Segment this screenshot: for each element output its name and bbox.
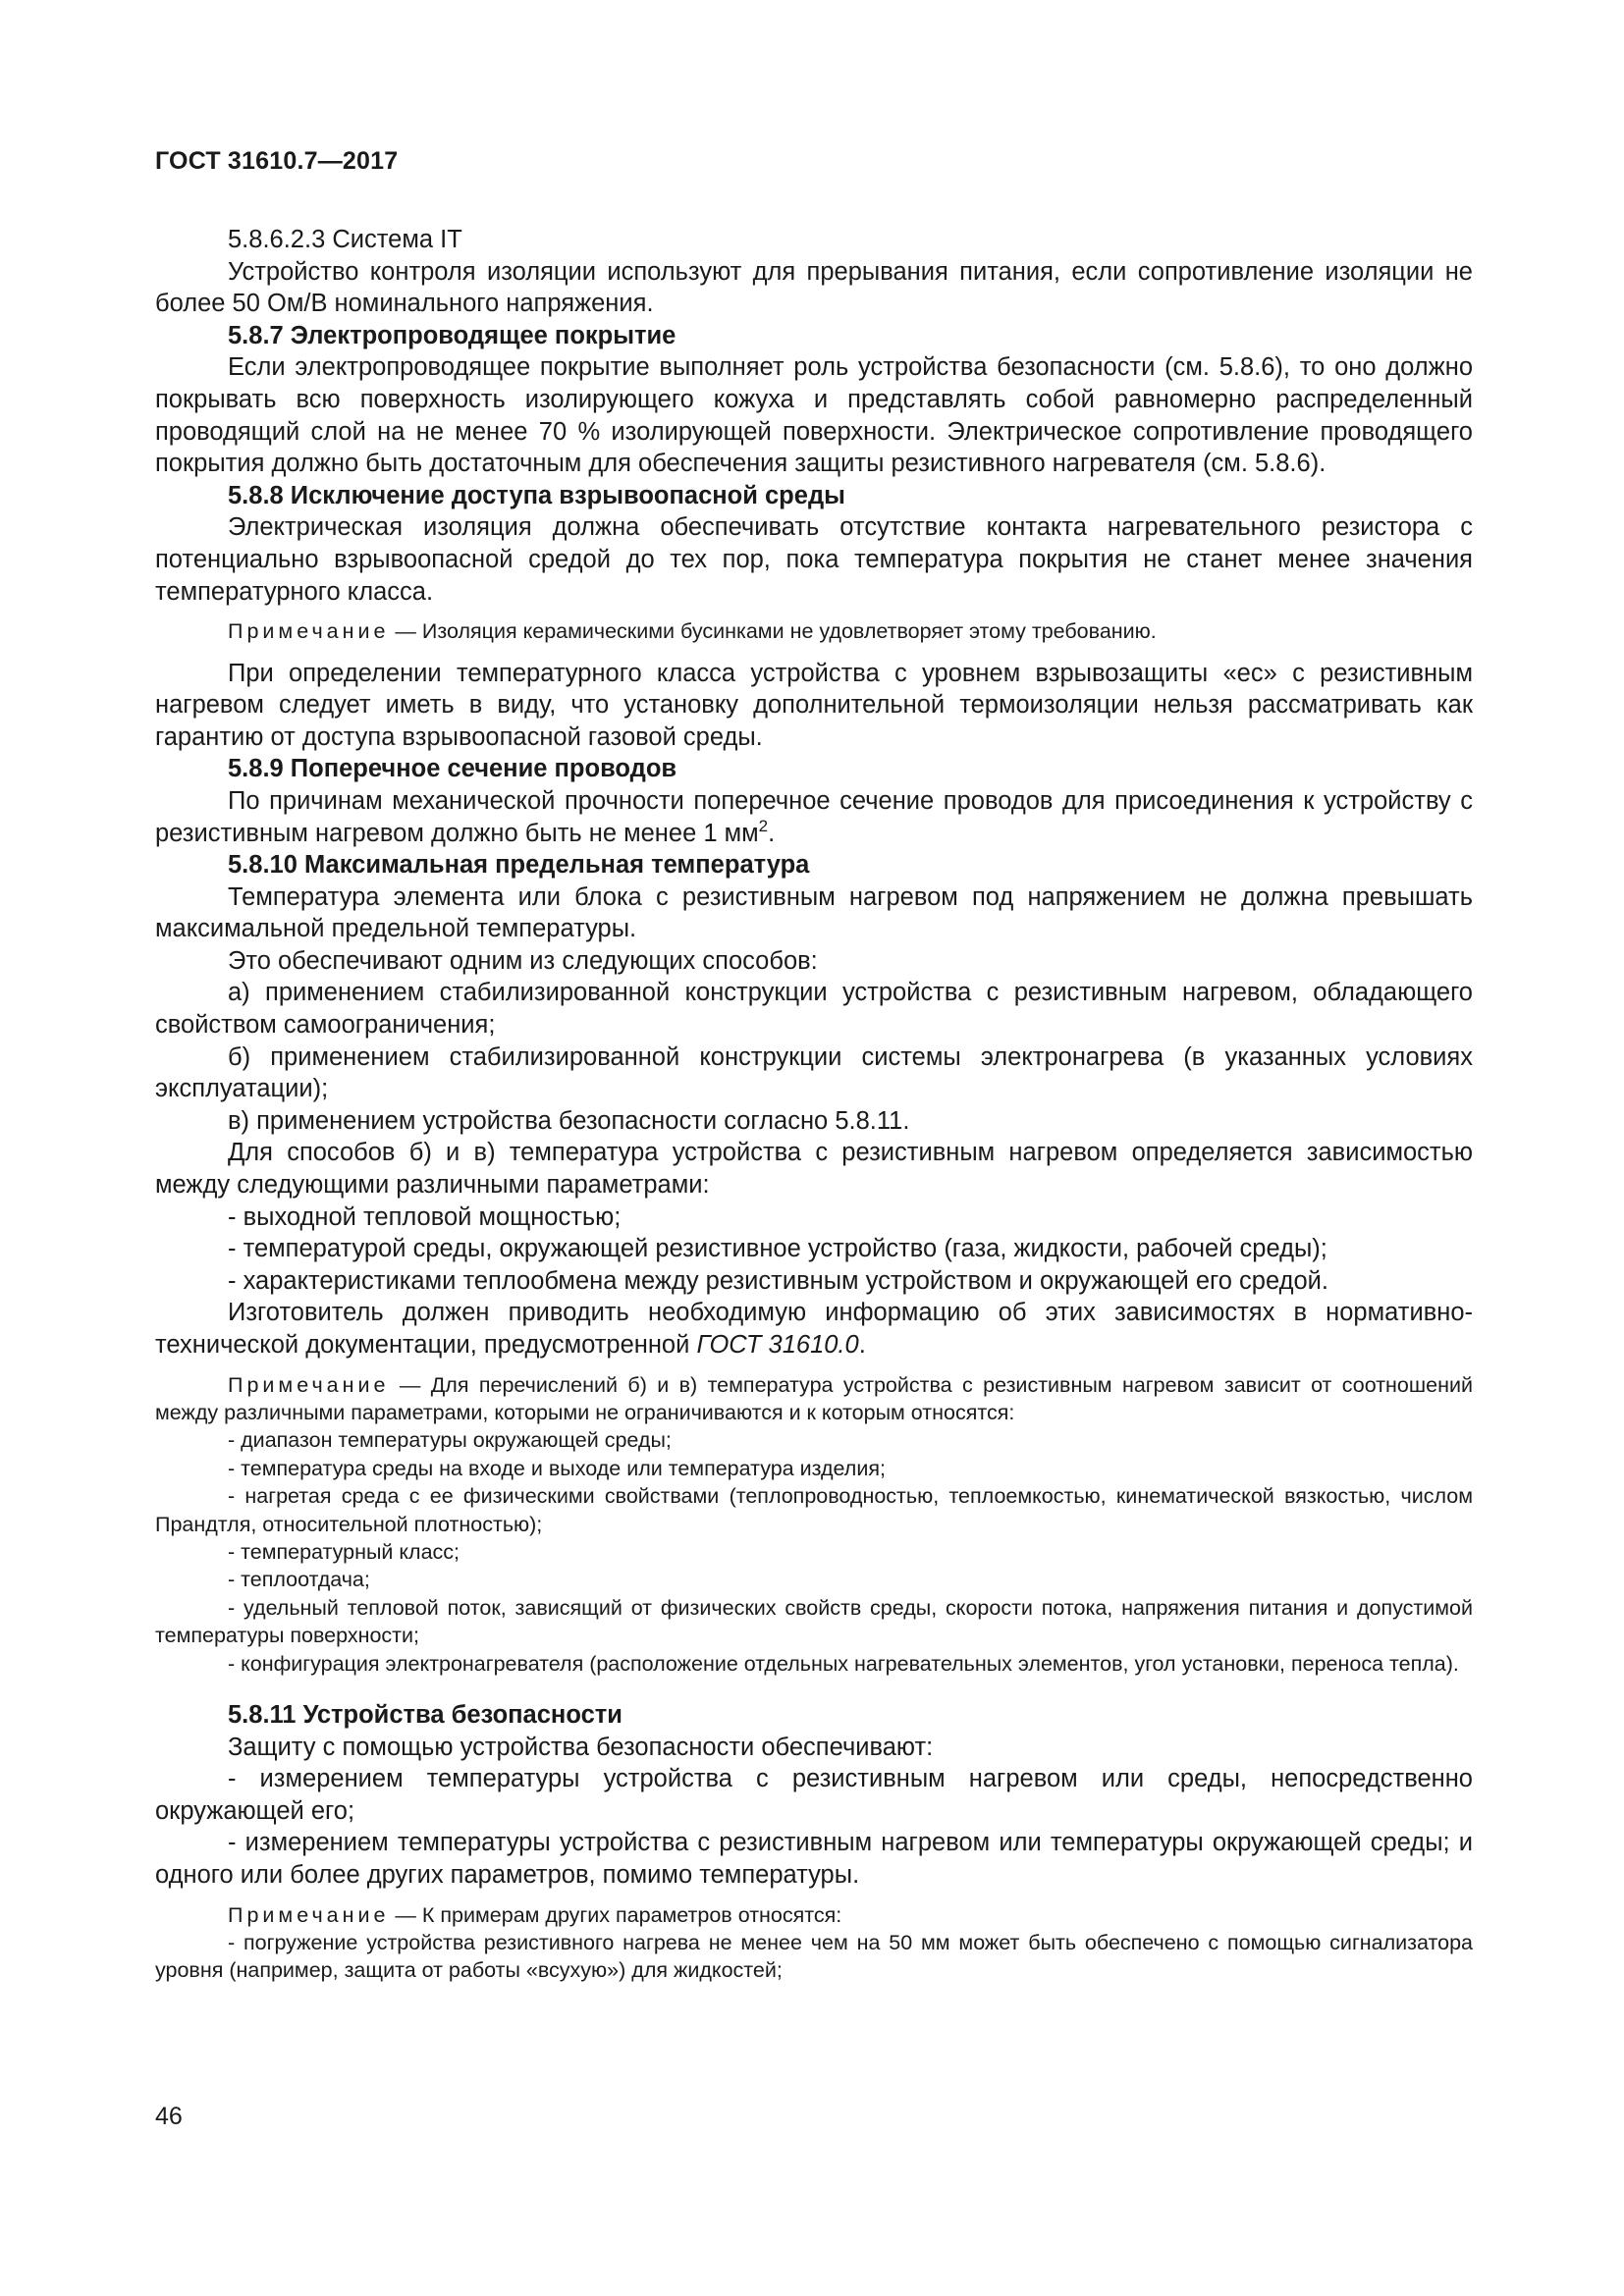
paragraph: Если электропроводящее покрытие выполняет роль устройства безопасности (см. 5.8.6), то оно должно покрывать всю поверхность изолирующего кожуха и представлять собой равномерно распределенный проводящий слой на не менее 70 % изолирующей поверхности. Электрическое сопротивление проводящего покрытия должно быть достаточным для обеспечения защиты резистивного нагревателя (см. 5.8.6). <box>155 353 1473 478</box>
note-block <box>155 1371 1473 1678</box>
document-body <box>155 224 1473 1997</box>
paragraph-text: Изготовитель должен приводить необходимую информацию об этих зависимостях в нормативно-технической документации, предусмотренной <box>155 1299 1473 1359</box>
note-block <box>155 1901 1473 1985</box>
paragraph-end: . <box>768 819 776 847</box>
note-text: Для перечислений б) и в) температура устройства с резистивным нагревом зависит от соотношений между различными параметрами, которыми не ограничиваются и к которым относятся: <box>155 1372 1473 1424</box>
note-list-item: - погружение устройства резистивного нагрева не менее чем на 50 мм может быть обеспечено с помощью сигнализатора уровня (например, защита от работы «всухую») для жидкостей; <box>155 1931 1473 1983</box>
heading-5-8-10: 5.8.10 Максимальная предельная температура <box>228 851 810 880</box>
heading-5-8-9: 5.8.9 Поперечное сечение проводов <box>228 755 677 783</box>
page-number: 46 <box>155 2103 183 2130</box>
note-dash: — <box>389 1902 422 1927</box>
note-text: Изоляция керамическими бусинками не удовлетворяет этому требованию. <box>421 619 1157 644</box>
note-list-item: - конфигурация электронагревателя (расположение отдельных нагревательных элементов, угол установки, переноса тепла). <box>228 1651 1459 1676</box>
note-label: Примечание <box>228 1372 390 1397</box>
paragraph <box>155 785 1473 849</box>
note-block <box>155 617 1473 645</box>
list-item: в) применением устройства безопасности согласно 5.8.11. <box>228 1106 910 1135</box>
paragraph: Для способов б) и в) температура устройства с резистивным нагревом определяется зависимостью между следующими различными параметрами: <box>155 1139 1473 1200</box>
heading-5-8-7: 5.8.7 Электропроводящее покрытие <box>228 321 677 349</box>
note-list-item: - теплоотдача; <box>228 1568 370 1592</box>
document-header: ГОСТ 31610.7—2017 <box>155 147 399 175</box>
standard-reference: ГОСТ 31610.0 <box>696 1331 859 1359</box>
note-paragraph <box>155 1901 1473 1929</box>
paragraph: Это обеспечивают одним из следующих способов: <box>228 946 818 975</box>
spacer <box>155 1689 1473 1699</box>
heading-5-8-11: 5.8.11 Устройства безопасности <box>228 1701 623 1730</box>
note-list-item: - удельный тепловой поток, зависящий от физических свойств среды, скорости потока, напряжения питания и допустимой температуры поверхности; <box>155 1595 1473 1648</box>
paragraph-text: По причинам механической прочности поперечное сечение проводов для присоединения к устройству с резистивным нагревом должно быть не менее 1 мм <box>155 786 1473 847</box>
list-item: - выходной тепловой мощностью; <box>228 1202 622 1231</box>
note-list-item: - диапазон температуры окружающей среды; <box>228 1428 672 1453</box>
list-item: - характеристиками теплообмена между резистивным устройством и окружающей его средой. <box>228 1266 1328 1295</box>
note-paragraph <box>155 617 1473 645</box>
paragraph <box>155 1297 1473 1361</box>
list-item: - измерением температуры устройства с резистивным нагревом или среды, непосредственно окружающей его; <box>155 1765 1473 1825</box>
paragraph: Электрическая изоляция должна обеспечивать отсутствие контакта нагревательного резистора с потенциально взрывоопасной средой до тех пор, пока температура покрытия не станет менее значения температурного класса. <box>155 513 1473 606</box>
paragraph-end: . <box>858 1331 866 1359</box>
list-item: а) применением стабилизированной конструкции устройства с резистивным нагревом, обладающего свойством самоограничения; <box>155 979 1473 1040</box>
superscript: 2 <box>758 816 769 835</box>
note-list-item: - температурный класс; <box>228 1540 460 1565</box>
note-list-item: - нагретая среда с ее физическими свойствами (теплопроводностью, теплоемкостью, кинематической вязкостью, числом Прандтля, относительной плотностью); <box>155 1484 1473 1536</box>
note-paragraph <box>155 1371 1473 1427</box>
note-text: К примерам других параметров относятся: <box>421 1902 842 1927</box>
list-item: - температурой среды, окружающей резистивное устройство (газа, жидкости, рабочей среды); <box>228 1235 1327 1263</box>
note-label: Примечание <box>228 1902 390 1927</box>
paragraph: При определении температурного класса устройства с уровнем взрывозащиты «ес» с резистивным нагревом следует иметь в виду, что установку дополнительной термоизоляции нельзя рассматривать как гарантию от доступа взрывоопасной газовой среды. <box>155 659 1473 751</box>
list-item: б) применением стабилизированной конструкции системы электронагрева (в указанных условиях эксплуатации); <box>155 1042 1473 1103</box>
paragraph: Температура элемента или блока с резистивным нагревом под напряжением не должна превышать максимальной предельной температуры. <box>155 882 1473 943</box>
note-label: Примечание <box>228 619 390 644</box>
heading-5-8-8: 5.8.8 Исключение доступа взрывоопасной среды <box>228 481 845 509</box>
paragraph: Устройство контроля изоляции используют для прерывания питания, если сопротивление изоляции не более 50 Ом/В номинального напряжения. <box>155 257 1473 318</box>
note-dash: — <box>389 1372 431 1397</box>
list-item: - измерением температуры устройства с резистивным нагревом или температуры окружающей среды; и одного или более других параметров, помимо температуры. <box>155 1829 1473 1890</box>
clause-5-8-6-2-3-title: 5.8.6.2.3 Система IT <box>228 226 462 253</box>
note-list-item: - температура среды на входе и выходе или температура изделия; <box>228 1456 886 1480</box>
paragraph: Защиту с помощью устройства безопасности обеспечивают: <box>228 1733 934 1761</box>
note-dash: — <box>389 619 422 644</box>
